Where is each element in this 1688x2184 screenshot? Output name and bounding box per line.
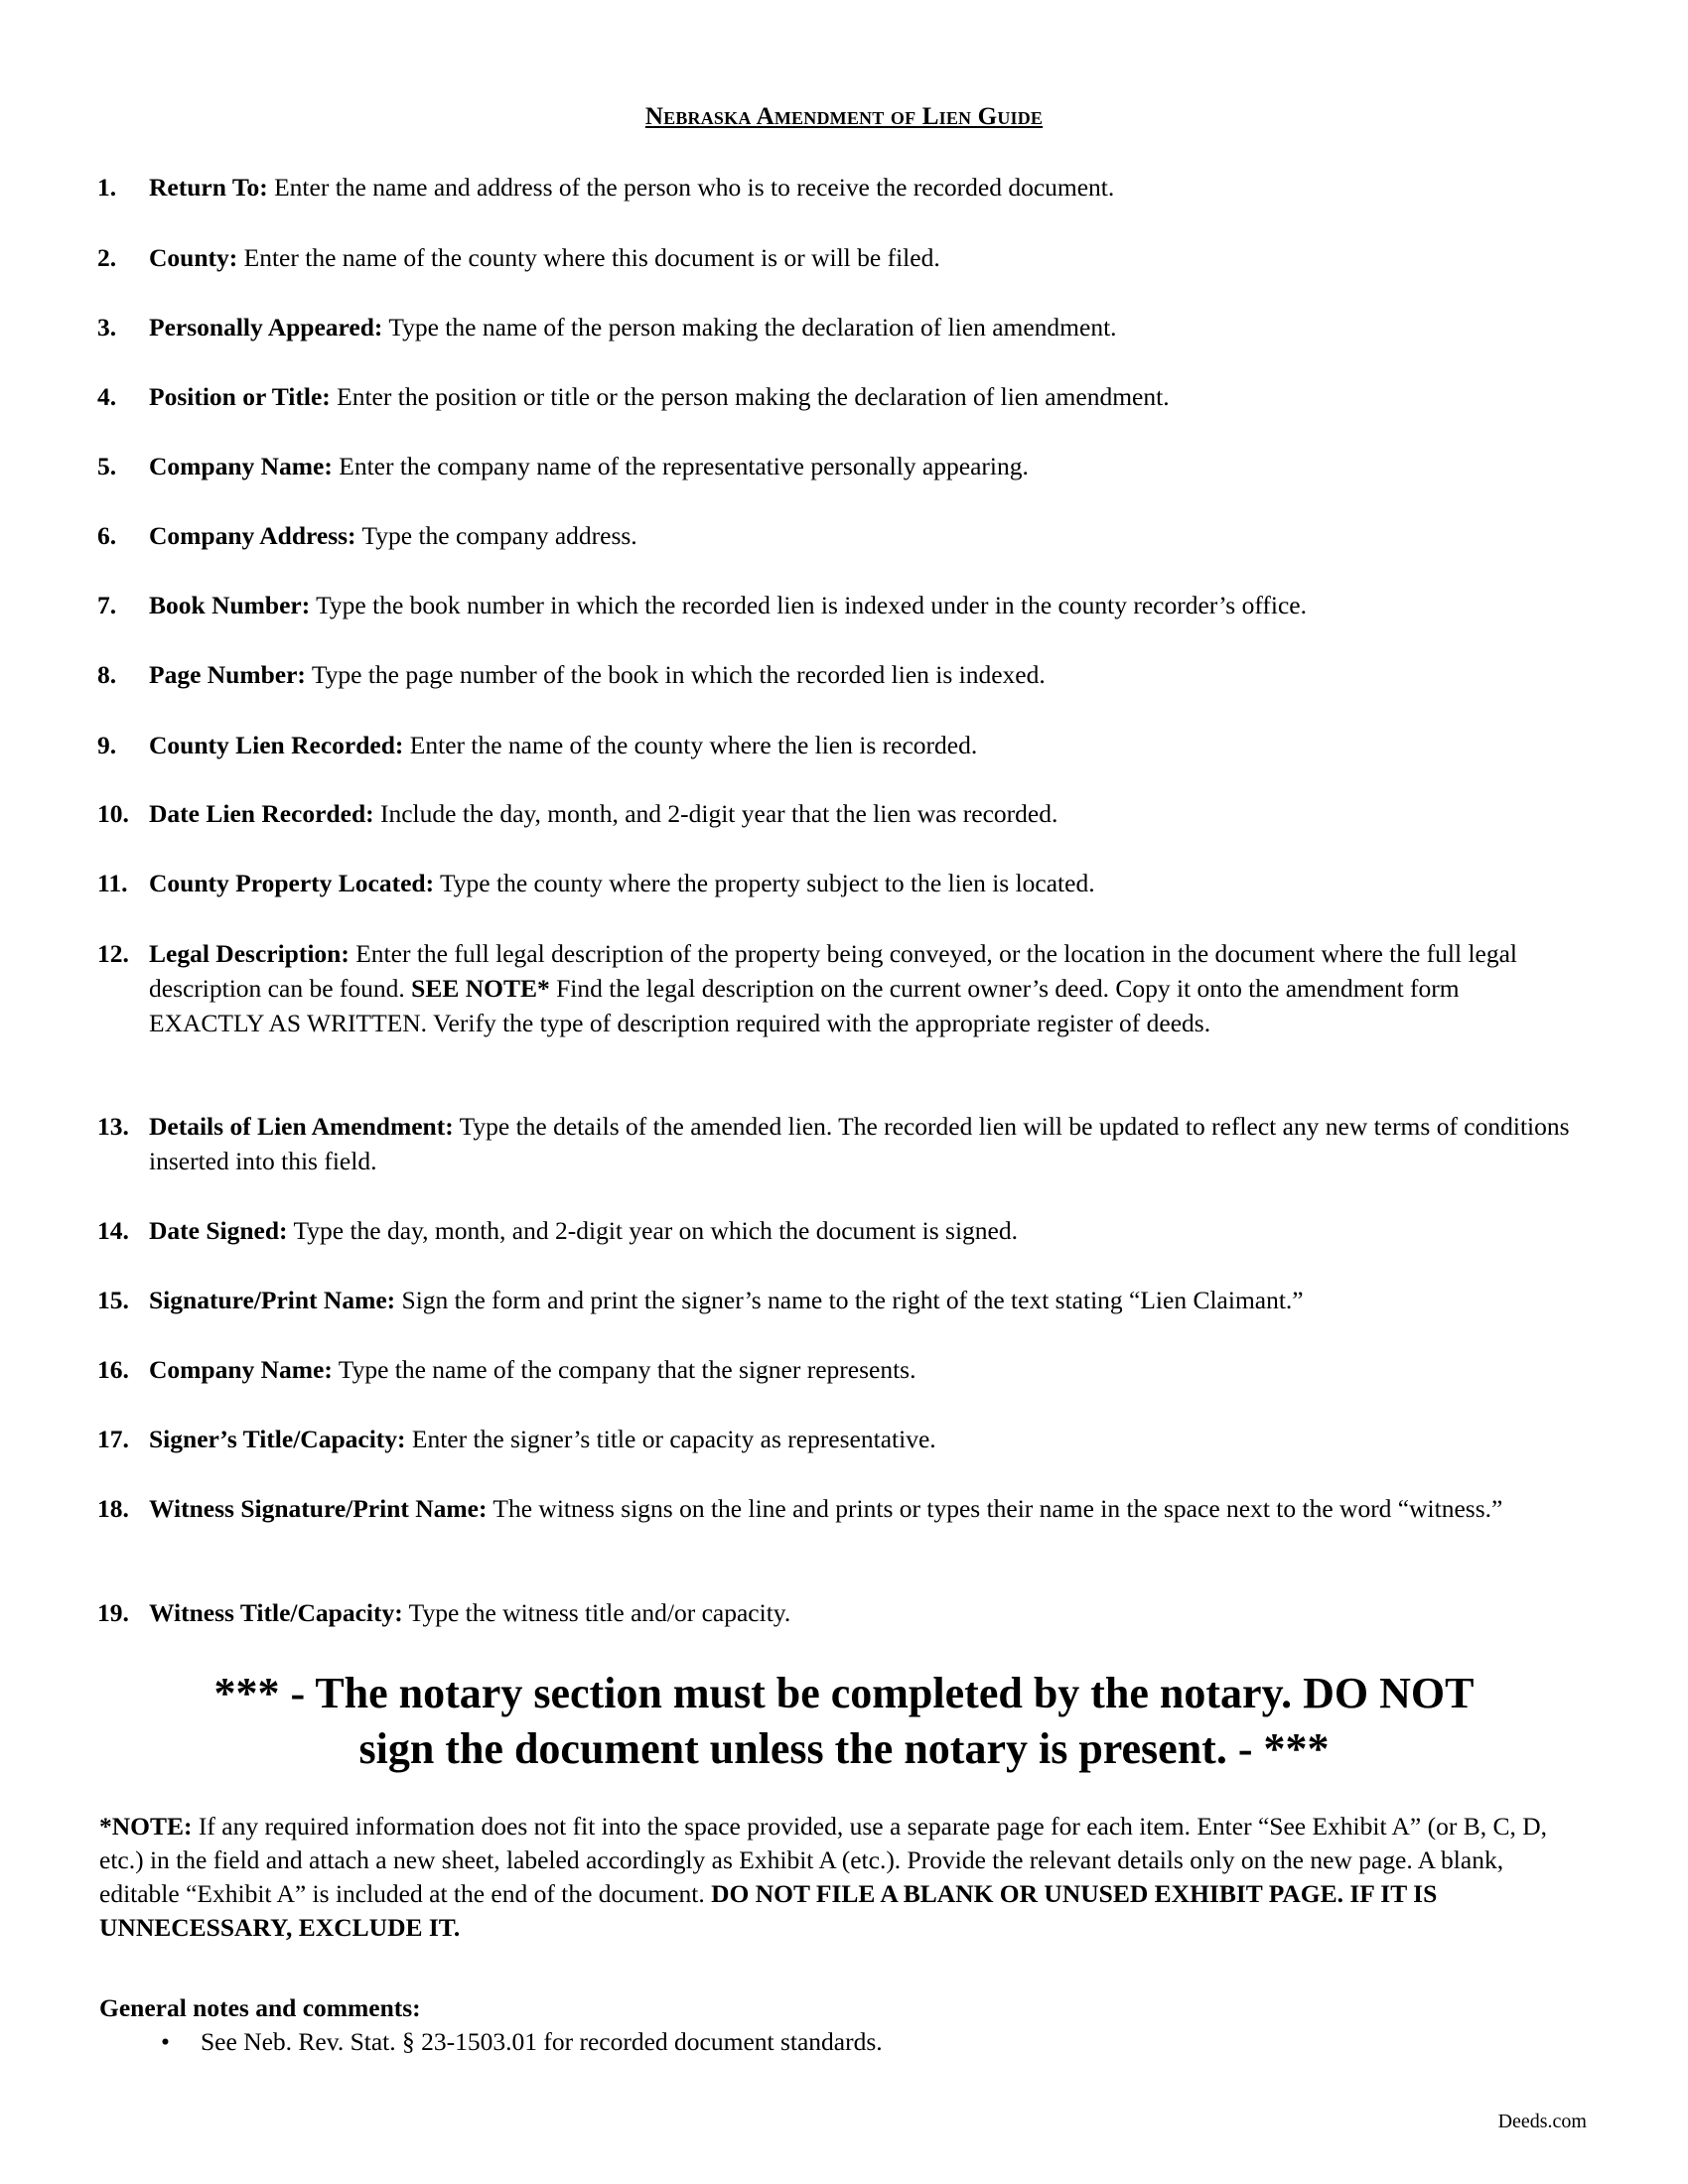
exhibit-note: [99, 1810, 1589, 1945]
general-note-item: [99, 2025, 883, 2059]
guide-item: [97, 657, 1587, 692]
note-label: *NOTE:: [99, 1812, 193, 1841]
item-label: Company Name:: [149, 452, 333, 480]
item-number: 10.: [97, 799, 129, 828]
item-text: Sign the form and print the signer’s name to the right of the text stating “Lien Claimant.”: [395, 1286, 1304, 1314]
item-number: 4.: [97, 382, 117, 411]
item-text: Enter the signer’s title or capacity as representative.: [405, 1425, 936, 1453]
guide-item: [97, 866, 1587, 900]
item-text: Enter the name of the county where the lien is recorded.: [403, 731, 978, 759]
footer-brand: Deeds.com: [1497, 2111, 1587, 2132]
item-text: Enter the position or title or the person making the declaration of lien amendment.: [330, 382, 1170, 411]
item-text: Enter the full legal description of the property being conveyed, or the location in the document where the full legal description can be found.: [149, 939, 1518, 1003]
item-label: Book Number:: [149, 591, 311, 619]
item-number: 6.: [97, 521, 117, 550]
item-label: County Property Located:: [149, 869, 435, 897]
item-number: 12.: [97, 939, 129, 968]
item-text: Type the name of the company that the signer represents.: [332, 1355, 916, 1384]
document-title: Nebraska Amendment of Lien Guide: [644, 103, 1044, 130]
item-number: 1.: [97, 173, 117, 202]
item-number: 19.: [97, 1598, 129, 1627]
item-text: Type the book number in which the recorded lien is indexed under in the county recorder’s office.: [310, 591, 1307, 619]
item-text: Enter the name and address of the person who is to receive the recorded document.: [267, 173, 1115, 202]
guide-item: [97, 588, 1587, 622]
item-text: The witness signs on the line and prints or types their name in the space next to the word “witness.”: [487, 1494, 1503, 1523]
item-label: Return To:: [149, 173, 268, 202]
guide-item: [97, 728, 1587, 762]
bullet-icon: •: [161, 2027, 170, 2056]
guide-item: [97, 170, 1587, 205]
item-number: 8.: [97, 660, 117, 689]
item-label: Date Signed:: [149, 1216, 288, 1245]
item-number: 5.: [97, 452, 117, 480]
item-label: Page Number:: [149, 660, 306, 689]
guide-item: [97, 1352, 1587, 1387]
item-text-continued: Find the legal description on the current owner’s deed. Copy it onto the amendment form EXACTLY AS WRITTEN. Verify the type of description required with the appropriate register of deeds.: [149, 974, 1460, 1037]
item-text: Type the county where the property subject to the lien is located.: [434, 869, 1095, 897]
item-text: Type the witness title and/or capacity.: [402, 1598, 791, 1627]
item-label: Witness Signature/Print Name:: [149, 1494, 488, 1523]
item-number: 7.: [97, 591, 117, 619]
item-label: Company Name:: [149, 1355, 333, 1384]
item-label: Personally Appeared:: [149, 313, 383, 341]
guide-item: [97, 1213, 1587, 1248]
general-notes-list: [99, 2025, 883, 2059]
guide-item: [97, 1109, 1587, 1178]
notary-warning-line: *** - The notary section must be completed by the notary. DO NOT: [213, 1669, 1475, 1717]
guide-item: [97, 1283, 1587, 1317]
guide-item: [97, 1595, 1587, 1630]
notary-warning: [0, 1666, 1688, 1777]
item-label: County Lien Recorded:: [149, 731, 404, 759]
guide-item: [97, 796, 1587, 831]
item-text: Type the page number of the book in which the recorded lien is indexed.: [305, 660, 1046, 689]
item-text: Type the details of the amended lien. The recorded lien will be updated to reflect any new terms of conditions inserted into this field.: [149, 1112, 1570, 1175]
guide-item: [97, 449, 1587, 483]
item-text: Type the name of the person making the declaration of lien amendment.: [382, 313, 1117, 341]
guide-item: [97, 240, 1587, 275]
see-note-emphasis: SEE NOTE*: [404, 974, 550, 1003]
item-text: Type the company address.: [355, 521, 637, 550]
item-text: Enter the company name of the representative personally appearing.: [332, 452, 1029, 480]
item-number: 15.: [97, 1286, 129, 1314]
notary-warning-line: sign the document unless the notary is present. - ***: [358, 1724, 1330, 1773]
item-number: 3.: [97, 313, 117, 341]
item-label: Signature/Print Name:: [149, 1286, 396, 1314]
item-label: County:: [149, 243, 238, 272]
item-label: Legal Description:: [149, 939, 350, 968]
item-label: Details of Lien Amendment:: [149, 1112, 454, 1141]
item-number: 17.: [97, 1425, 129, 1453]
item-label: Date Lien Recorded:: [149, 799, 374, 828]
guide-item: [97, 310, 1587, 344]
item-text: Type the day, month, and 2-digit year on which the document is signed.: [287, 1216, 1018, 1245]
note-text: If any required information does not fit into the space provided, use a separate page for each item. Enter “See Exhibit A” (or B, C, D, etc.) in the field and attach a new sheet, labeled accordingly as Exhibit A (etc.). Provide the relevant details only on the new page. A blank, editable “Exhibit A” is included at the end of the document.: [99, 1812, 1548, 1908]
general-note-text: See Neb. Rev. Stat. § 23-1503.01 for recorded document standards.: [201, 2027, 883, 2056]
item-number: 13.: [97, 1112, 129, 1141]
item-text: Include the day, month, and 2-digit year that the lien was recorded.: [373, 799, 1058, 828]
item-label: Signer’s Title/Capacity:: [149, 1425, 406, 1453]
general-notes-heading: General notes and comments:: [99, 1993, 421, 2022]
item-text: Enter the name of the county where this document is or will be filed.: [237, 243, 940, 272]
guide-item: [97, 379, 1587, 414]
item-number: 14.: [97, 1216, 129, 1245]
guide-item: [97, 1491, 1587, 1526]
item-label: Witness Title/Capacity:: [149, 1598, 403, 1627]
item-label: Company Address:: [149, 521, 356, 550]
note-emphasis: DO NOT FILE A BLANK OR UNUSED EXHIBIT PAGE. IF IT IS UNNECESSARY, EXCLUDE IT.: [99, 1879, 1438, 1942]
guide-item: [97, 936, 1587, 1040]
item-number: 11.: [97, 869, 128, 897]
item-number: 18.: [97, 1494, 129, 1523]
guide-item: [97, 518, 1587, 553]
item-number: 9.: [97, 731, 117, 759]
guide-item: [97, 1422, 1587, 1456]
item-number: 16.: [97, 1355, 129, 1384]
item-number: 2.: [97, 243, 117, 272]
item-label: Position or Title:: [149, 382, 331, 411]
